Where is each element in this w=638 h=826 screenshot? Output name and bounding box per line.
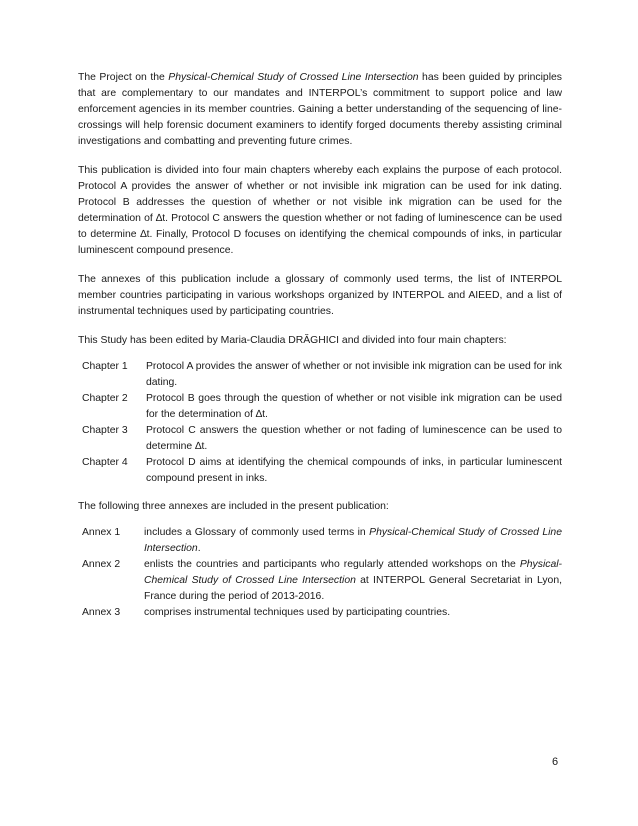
chapter-list [78, 359, 562, 487]
annex-row [78, 605, 562, 621]
annex-study-title: Physical-Chemical Study of Crossed Line Intersection [144, 527, 562, 554]
annex-term: Annex 3 [82, 607, 121, 618]
chapter-row [78, 391, 562, 423]
chapter-desc: Protocol C answers the question whether or not fading of luminescence can be used to determine ∆t. [146, 425, 562, 452]
annex-text-end: . [197, 543, 201, 554]
chapter-term: Chapter 2 [82, 393, 128, 404]
chapter-term: Chapter 1 [82, 361, 128, 372]
annex-text-start: includes a Glossary of commonly used terms in [144, 527, 370, 538]
annex-study-title: Physical-Chemical Study of Crossed Line Intersection [144, 559, 562, 586]
annex-text-start: enlists the countries and participants who regularly attended workshops on the [144, 559, 520, 570]
editor-paragraph: This Study has been edited by Maria-Claudia DRĂGHICI and divided into four main chapters: [78, 335, 507, 346]
annex-term: Annex 2 [82, 559, 121, 570]
chapter-desc: Protocol A provides the answer of whether or not invisible ink migration can be used for ink dating. [146, 361, 562, 388]
annex-row [78, 557, 562, 605]
annex-desc [144, 557, 562, 605]
annex-term: Annex 1 [82, 527, 121, 538]
chapter-row [78, 423, 562, 455]
project-title: Physical-Chemical Study of Crossed Line Intersection [168, 72, 419, 83]
page-number: 6 [552, 756, 559, 768]
chapter-row [78, 359, 562, 391]
chapter-term: Chapter 4 [82, 457, 128, 468]
annex-row [78, 525, 562, 557]
intro-paragraph [78, 70, 562, 150]
annexes-overview-paragraph: The annexes of this publication include a glossary of commonly used terms, the list of INTERPOL member countries participating in various workshops organized by INTERPOL and AIEED, and a list of instrumental techniques used by participating countries. [78, 274, 562, 317]
annex-desc [144, 605, 562, 621]
structure-paragraph: This publication is divided into four main chapters whereby each explains the purpose of each protocol. Protocol A provides the answer of whether or not invisible ink migration can be used for ink dating. Protocol B addresses the question of whether or not visible ink migration can be used for the determination of ∆t. Protocol C answers the question whether or not fading of luminescence can be used to determine ∆t. Finally, Protocol D focuses on identifying the chemical compounds of inks, in particular luminescent compound presence. [78, 165, 562, 256]
annex-text-start: comprises instrumental techniques used by participating countries. [144, 607, 451, 618]
chapter-desc: Protocol B goes through the question of whether or not visible ink migration can be used for the determination of ∆t. [146, 393, 562, 420]
page-body [78, 70, 562, 633]
chapter-term: Chapter 3 [82, 425, 128, 436]
intro-text-start: The Project on the [78, 72, 169, 83]
annex-text-end: at INTERPOL General Secretariat in Lyon, France during the period of 2013-2016. [144, 575, 562, 602]
annex-list [78, 525, 562, 621]
annex-desc [144, 525, 562, 557]
chapter-row [78, 455, 562, 487]
annexes-intro-paragraph: The following three annexes are included in the present publication: [78, 501, 389, 512]
intro-text-end: has been guided by principles that are complementary to our mandates and INTERPOL’s commitment to support police and law enforcement agencies in its member countries. Gaining a better understanding of the sequencing of line-crossings will help forensic document examiners to identify forged documents thereby assisting criminal investigations and combatting and preventing future crimes. [78, 72, 562, 147]
chapter-desc: Protocol D aims at identifying the chemical compounds of inks, in particular luminescent compound present in inks. [146, 457, 562, 484]
